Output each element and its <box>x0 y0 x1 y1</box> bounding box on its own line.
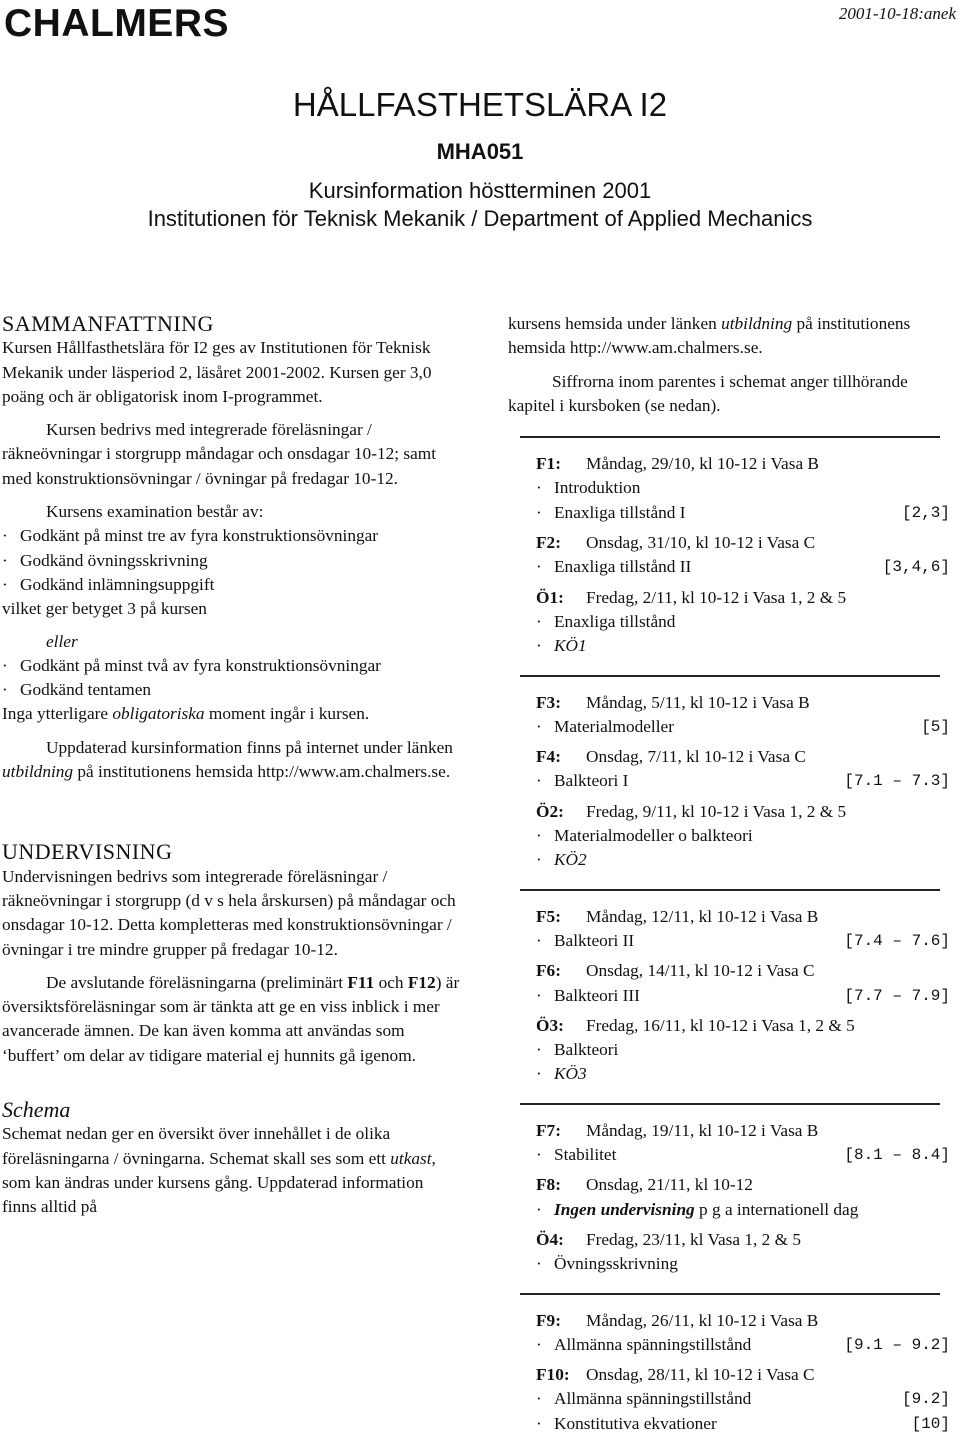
session-topic: · KÖ1 <box>536 636 587 656</box>
schedule-divider <box>520 889 940 891</box>
session-code: F6: <box>536 961 561 981</box>
exam-or: eller <box>46 631 78 651</box>
session-topic: · Balkteori <box>536 1040 619 1060</box>
schedule-entry-header <box>536 1228 952 1252</box>
session-time-place: Onsdag, 14/11, kl 10-12 i Vasa C <box>586 961 815 981</box>
exam-item: · Godkänd övningsskrivning <box>2 550 208 570</box>
schedule-entry-header <box>536 586 952 610</box>
schedule-entry-header <box>536 452 952 476</box>
schedule-entry <box>536 1014 952 1087</box>
session-code: Ö2: <box>536 801 564 821</box>
schedule-entry-header <box>536 800 952 824</box>
session-time-place: Onsdag, 7/11, kl 10-12 i Vasa C <box>586 747 806 767</box>
session-topic: · Allmänna spänningstillstånd [9.1 – 9.2] <box>536 1333 952 1357</box>
schedule-entry <box>536 1173 952 1222</box>
session-time-place: Fredag, 2/11, kl 10-12 i Vasa 1, 2 & 5 <box>586 587 847 607</box>
schedule-entry-header <box>536 1309 952 1333</box>
session-time-place: Fredag, 9/11, kl 10-12 i Vasa 1, 2 & 5 <box>586 801 847 821</box>
course-code: MHA051 <box>436 139 524 164</box>
schedule-entry <box>536 959 952 1008</box>
session-time-place: Onsdag, 31/10, kl 10-12 i Vasa C <box>586 533 816 553</box>
exam-result: vilket ger betyget 3 på kursen <box>2 599 207 619</box>
schedule-entry <box>536 800 952 873</box>
course-title: HÅLLFASTHETSLÄRA I2 <box>292 86 668 123</box>
schedule-divider <box>520 1293 940 1295</box>
exam-note: Inga ytterligare obligatoriska moment ingår i kursen. <box>2 704 370 724</box>
session-time-place: Måndag, 12/11, kl 10-12 i Vasa B <box>586 906 819 926</box>
session-topic: · KÖ2 <box>536 850 587 870</box>
schedule-entry <box>536 1309 952 1358</box>
schedule-week <box>508 452 952 658</box>
schedule-entry-header <box>536 531 952 555</box>
session-topic: · Balkteori II [7.4 – 7.6] <box>536 929 952 953</box>
section-heading-sammanfattning: SAMMANFATTNING <box>2 311 214 336</box>
session-topic: · Balkteori I [7.1 – 7.3] <box>536 769 952 793</box>
chapter-reference: [9.2] <box>901 1390 950 1409</box>
session-code: F8: <box>536 1175 561 1195</box>
session-code: F9: <box>536 1310 561 1330</box>
chapter-reference: [7.7 – 7.9] <box>844 986 950 1005</box>
session-code: F4: <box>536 747 561 767</box>
chapter-reference: [7.4 – 7.6] <box>844 931 950 950</box>
session-topic: · Enaxliga tillstånd I [2,3] <box>536 501 952 525</box>
schedule-entry-header <box>536 905 952 929</box>
section-heading-schema: Schema <box>2 1097 71 1123</box>
session-code: Ö1: <box>536 587 564 607</box>
schedule-entry <box>536 531 952 580</box>
schedule <box>508 436 952 1436</box>
session-code: F2: <box>536 533 561 553</box>
chapter-note: Siffrorna inom parentes i schemat anger tillhörande kapitel i kursboken (se nedan). <box>508 371 908 415</box>
chapter-reference: [5] <box>921 717 950 736</box>
session-time-place: Fredag, 23/11, kl Vasa 1, 2 & 5 <box>586 1229 802 1249</box>
session-topic: · Allmänna spänningstillstånd [9.2] <box>536 1387 952 1411</box>
chalmers-logo: CHALMERS <box>4 2 229 45</box>
session-topic: · KÖ3 <box>536 1064 587 1084</box>
schedule-entry <box>536 1119 952 1168</box>
schedule-entry-header <box>536 959 952 983</box>
summary-paragraph: Kursen Hållfasthetslära för I2 ges av Institutionen för Teknisk Mekanik under läsperiod 2, läsåret 2001-2002. Kursen ger 3,0 poäng och är obligatorisk inom I-programmet. <box>2 338 432 406</box>
session-code: F7: <box>536 1120 561 1140</box>
session-time-place: Onsdag, 21/11, kl 10-12 <box>586 1175 753 1195</box>
schedule-entry-header <box>536 691 952 715</box>
session-topic: · Enaxliga tillstånd II [3,4,6] <box>536 555 952 579</box>
subtitle-term: Kursinformation höstterminen 2001 <box>308 178 652 203</box>
subtitle-department: Institutionen för Teknisk Mekanik / Department of Applied Mechanics <box>147 206 813 231</box>
section-heading-undervisning: UNDERVISNING <box>2 839 173 865</box>
document-date: 2001-10-18:anek <box>838 4 956 23</box>
session-topic: · Stabilitet [8.1 – 8.4] <box>536 1143 952 1167</box>
session-code: Ö3: <box>536 1015 564 1035</box>
schedule-entry <box>536 691 952 740</box>
exam-item: · Godkänt på minst två av fyra konstruktionsövningar <box>2 655 381 675</box>
schedule-entry <box>536 1228 952 1277</box>
schedule-entry-header <box>536 1173 952 1197</box>
session-code: F1: <box>536 454 561 474</box>
session-time-place: Fredag, 16/11, kl 10-12 i Vasa 1, 2 & 5 <box>586 1015 855 1035</box>
session-topic: · Ingen undervisning p g a internationell dag <box>536 1199 859 1219</box>
utbildning-link[interactable]: utbildning <box>2 762 74 782</box>
schedule-divider <box>520 1103 940 1105</box>
session-time-place: Måndag, 5/11, kl 10-12 i Vasa B <box>586 692 810 712</box>
undervisning-paragraph: Undervisningen bedrivs som integrerade föreläsningar / räkneövningar i storgrupp (d v s hela årskursen) på måndagar och onsdagar 10-12. Detta kompletteras med konstruktionsövningar / övningar i tre mindre grupper på fredagar 10-12. <box>2 866 456 959</box>
chapter-reference: [2,3] <box>901 503 950 522</box>
session-time-place: Måndag, 26/11, kl 10-12 i Vasa B <box>586 1310 819 1330</box>
exam-item: · Godkänd inlämningsuppgift <box>2 574 215 594</box>
schedule-entry <box>536 452 952 525</box>
session-code: F5: <box>536 906 561 926</box>
chapter-reference: [10] <box>911 1414 950 1433</box>
session-topic: · Materialmodeller o balkteori <box>536 826 753 846</box>
chapter-reference: [7.1 – 7.3] <box>844 772 950 791</box>
schedule-entry-header <box>536 1363 952 1387</box>
homepage-paragraph: kursens hemsida under länken utbildning på institutionens hemsida http://www.am.chalmers.se. <box>508 314 911 358</box>
session-time-place: Onsdag, 28/11, kl 10-12 i Vasa C <box>586 1365 815 1385</box>
exam-item: · Godkänt på minst tre av fyra konstruktionsövningar <box>2 526 379 546</box>
session-code: F3: <box>536 692 561 712</box>
right-column <box>508 312 952 1436</box>
utbildning-link[interactable]: utbildning <box>721 314 793 333</box>
teaching-paragraph: Kursen bedrivs med integrerade föreläsningar / räkneövningar i storgrupp måndagar och onsdagar 10-12; samt med konstruktionsövningar / övningar på fredagar 10-12. <box>2 420 436 488</box>
schedule-entry-header <box>536 1119 952 1143</box>
session-time-place: Måndag, 19/11, kl 10-12 i Vasa B <box>586 1120 819 1140</box>
schedule-entry <box>536 1363 952 1436</box>
schema-paragraph: Schemat nedan ger en översikt över innehållet i de olika föreläsningarna / övningarna. Schemat skall ses som ett utkast, som kan ändras under kursens gång. Uppdaterad information finns alltid på <box>2 1124 436 1217</box>
schedule-divider <box>520 436 940 438</box>
schedule-week <box>508 905 952 1087</box>
schedule-entry-header <box>536 745 952 769</box>
schedule-week <box>508 1309 952 1436</box>
session-time-place: Måndag, 29/10, kl 10-12 i Vasa B <box>586 454 819 474</box>
session-topic: · Materialmodeller [5] <box>536 715 952 739</box>
session-code: Ö4: <box>536 1229 564 1249</box>
schedule-week <box>508 1119 952 1277</box>
session-topic: · Balkteori III [7.7 – 7.9] <box>536 984 952 1008</box>
session-topic: · Introduktion <box>536 478 641 498</box>
schedule-week <box>508 691 952 873</box>
exam-item: · Godkänd tentamen <box>2 680 152 700</box>
session-code: F10: <box>536 1365 570 1385</box>
chapter-reference: [3,4,6] <box>882 558 950 577</box>
schedule-entry <box>536 905 952 954</box>
left-column <box>2 312 462 1220</box>
exam-intro: Kursens examination består av: <box>46 502 264 522</box>
update-paragraph: Uppdaterad kursinformation finns på internet under länken utbildning på institutionens hemsida http://www.am.chalmers.se. <box>2 737 453 782</box>
advanced-lectures-paragraph: De avslutande föreläsningarna (preliminärt F11 och F12) är översiktsföreläsningar som är tänkta att ge en viss inblick i mer avancerade ämnen. De kan även komma att användas som ‘buffert’ om delar av tidigare material ej hunnits gå igenom. <box>2 972 460 1065</box>
session-topic: · Konstitutiva ekvationer [10] <box>536 1412 952 1436</box>
schedule-divider <box>520 675 940 677</box>
chapter-reference: [8.1 – 8.4] <box>844 1146 950 1165</box>
schedule-entry-header <box>536 1014 952 1038</box>
schedule-entry <box>536 745 952 794</box>
schedule-entry <box>536 586 952 659</box>
chapter-reference: [9.1 – 9.2] <box>844 1335 950 1354</box>
session-topic: · Enaxliga tillstånd <box>536 611 676 631</box>
session-topic: · Övningsskrivning <box>536 1254 678 1274</box>
